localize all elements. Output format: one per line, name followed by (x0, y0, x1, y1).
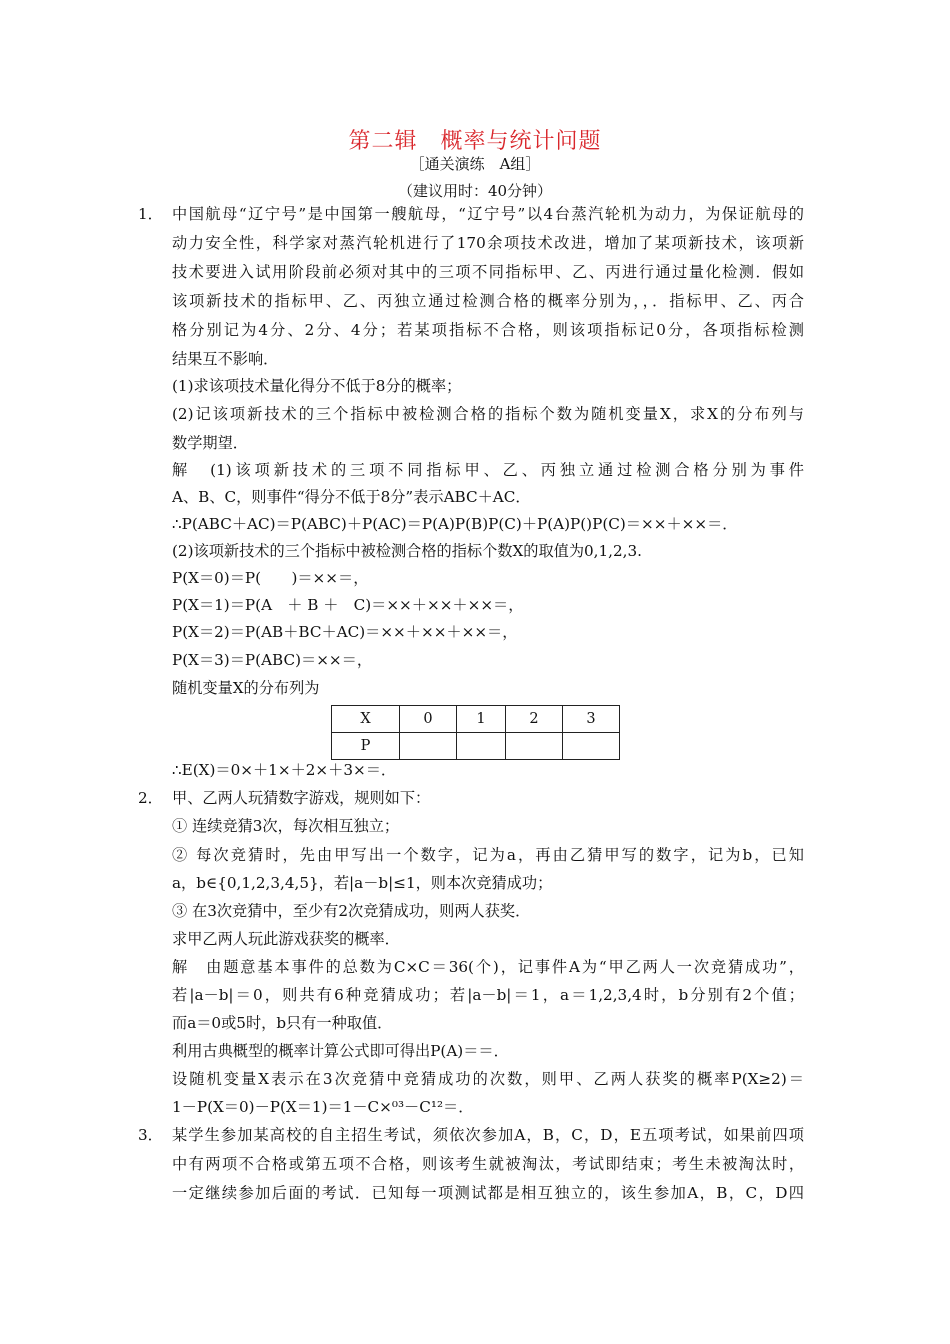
question-1-line: 结果互不影响． (172, 350, 279, 368)
question-2-rule-cont: a，b∈{0,1,2,3,4,5}，若|a－b|≤1，则本次竞猜成功； (172, 874, 553, 892)
table-cell: 3 (563, 706, 620, 733)
question-3-line: 某学生参加某高校的自主招生考试，须依次参加A，B，C，D，E五项考试，如果前四项 (172, 1126, 804, 1144)
question-1-line: 动力安全性，科学家对蒸汽轮机进行了170余项技术改进，增加了某项新技术，该项新 (172, 234, 804, 252)
table-row (332, 706, 620, 733)
page-title: 第二辑 概率与统计问题 (348, 129, 602, 154)
question-1-line: 技术要进入试用阶段前必须对其中的三项不同指标甲、乙、丙进行通过量化检测．假如 (172, 263, 804, 281)
solution-2-line: 设随机变量X表示在3次竞猜中竞猜成功的次数，则甲、乙两人获奖的概率P(X≥2)＝ (172, 1070, 804, 1088)
solution-1-line: (2)该项新技术的三个指标中被检测合格的指标个数X的取值为0,1,2,3. (172, 542, 642, 560)
question-2-rule: ① 连续竞猜3次，每次相互独立； (172, 817, 400, 835)
solution-1-line: P(X＝2)＝P(AB＋BC＋AC)＝××＋××＋××＝， (172, 623, 518, 641)
table-cell (457, 733, 506, 760)
table-row (332, 733, 620, 760)
solution-1-line: A、B、C，则事件“得分不低于8分”表示ABC＋AC． (172, 488, 531, 506)
question-3-line: 中有两项不合格或第五项不合格，则该考生就被淘汰，考试即结束；考生未被淘汰时， (172, 1155, 804, 1173)
solution-2-line: 而a＝0或5时，b只有一种取值． (172, 1014, 393, 1032)
table-cell (506, 733, 563, 760)
question-1-part-2: (2)记该项新技术的三个指标中被检测合格的指标个数为随机变量X，求X的分布列与 (172, 405, 804, 423)
solution-2-line: 若|a－b|＝0，则共有6种竞猜成功；若|a－b|＝1，a＝1,2,3,4时，b分别有2个值； (172, 986, 804, 1004)
question-1-part-2-cont: 数学期望． (172, 434, 248, 452)
question-3-number: 3． (138, 1126, 163, 1144)
table-cell (563, 733, 620, 760)
table-cell: 0 (400, 706, 457, 733)
solution-1-line: P(X＝0)＝P( )＝××＝， (172, 569, 369, 587)
question-2-ask: 求甲乙两人玩此游戏获奖的概率． (172, 930, 400, 948)
question-1-line: 中国航母“辽宁号”是中国第一艘航母，“辽宁号”以4台蒸汽轮机为动力，为保证航母的 (172, 205, 804, 223)
table-cell (400, 733, 457, 760)
question-3-line: 一定继续参加后面的考试．已知每一项测试都是相互独立的，该生参加A，B，C，D四 (172, 1184, 804, 1202)
table-cell: X (332, 706, 400, 733)
question-2-line: 甲、乙两人玩猜数字游戏，规则如下： (172, 789, 431, 807)
solution-2-line: 利用古典概型的概率计算公式即可得出P(A)＝＝． (172, 1042, 509, 1060)
question-1-number: 1． (138, 205, 163, 223)
question-1-line: 格分别记为4分、2分、4分；若某项指标不合格，则该项指标记0分，各项指标检测 (172, 321, 804, 339)
question-2-rule: ② 每次竞猜时，先由甲写出一个数字，记为a，再由乙猜甲写的数字，记为b，已知 (172, 846, 804, 864)
table-cell: 1 (457, 706, 506, 733)
question-2-number: 2． (138, 789, 163, 807)
solution-1-line: 随机变量X的分布列为 (172, 679, 320, 697)
solution-1-line: ∴P(ABC＋AC)＝P(ABC)＋P(AC)＝P(A)P(B)P(C)＋P(A)P()P(C)＝××＋××＝． (172, 515, 738, 533)
solution-1-line: P(X＝3)＝P(ABC)＝××＝， (172, 651, 373, 669)
solution-1-line: P(X＝1)＝P(A ＋ B ＋ C)＝××＋××＋××＝， (172, 596, 524, 614)
table-cell: P (332, 733, 400, 760)
suggested-time: （建议用时：40分钟） (397, 182, 553, 200)
question-1-line: 该项新技术的指标甲、乙、丙独立通过检测合格的概率分别为，，．指标甲、乙、丙合 (172, 292, 804, 310)
expectation-line: ∴E(X)＝0×＋1×＋2×＋3×＝． (172, 761, 397, 779)
question-2-rule: ③ 在3次竞猜中，至少有2次竞猜成功，则两人获奖． (172, 902, 531, 920)
solution-2-line: 1－P(X＝0)－P(X＝1)＝1－C×⁰³－C¹²＝． (172, 1098, 474, 1116)
solution-1-line: 解 (1)该项新技术的三项不同指标甲、乙、丙独立通过检测合格分别为事件 (172, 461, 804, 479)
table-cell: 2 (506, 706, 563, 733)
distribution-table (331, 705, 620, 760)
solution-2-line: 解 由题意基本事件的总数为C×C＝36(个)，记事件A为“甲乙两人一次竞猜成功”， (172, 958, 804, 976)
question-1-part-1: (1)求该项技术量化得分不低于8分的概率； (172, 377, 462, 395)
exercise-group-label: ［通关演练 A组］ (409, 155, 541, 173)
